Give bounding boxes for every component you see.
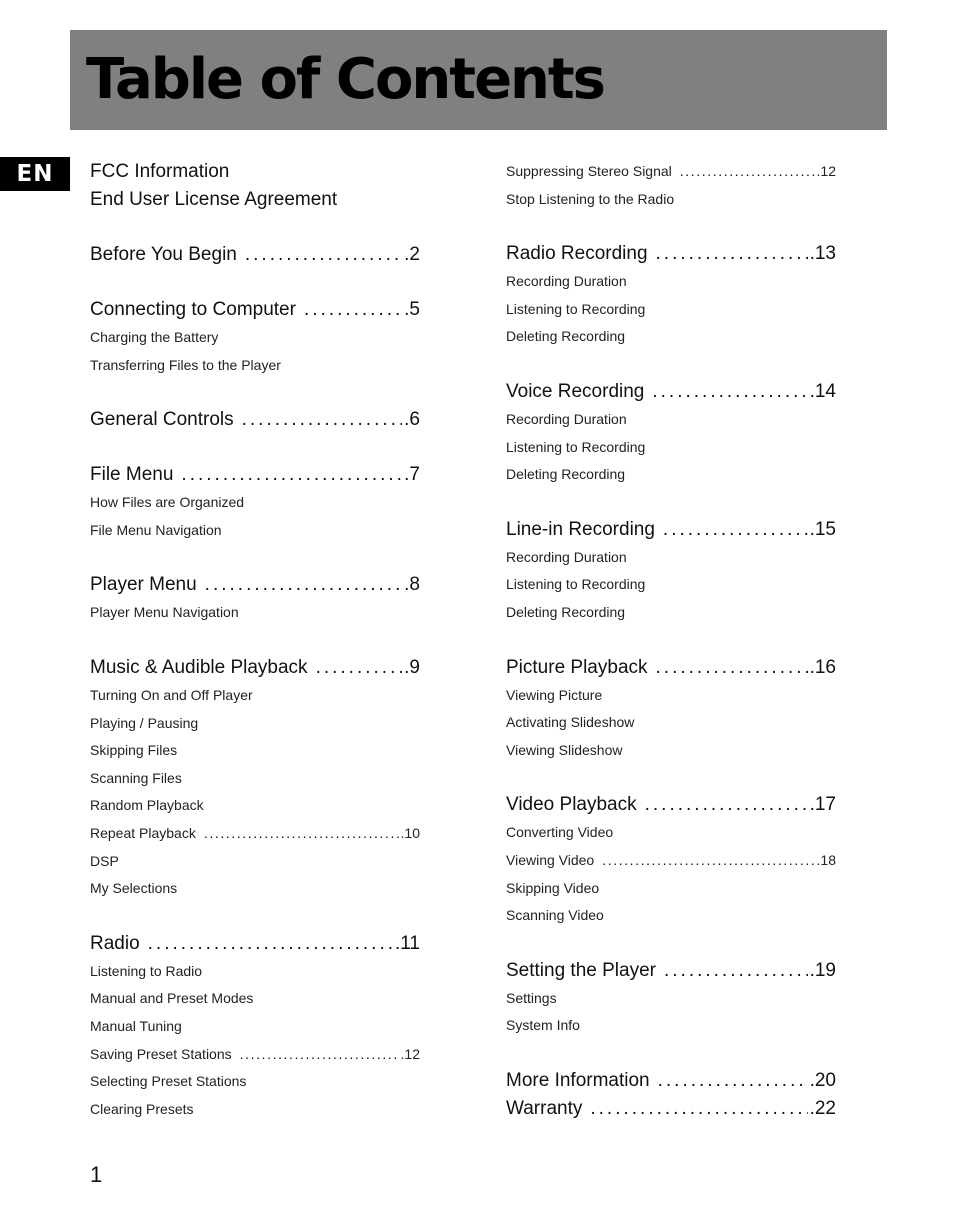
toc-entry-warranty[interactable]: Warranty ..... .22 xyxy=(506,1095,836,1123)
toc-subentry[interactable]: My Selections xyxy=(90,880,178,897)
leader-dots xyxy=(658,1067,808,1095)
page-title: Table of Contents xyxy=(86,47,605,112)
toc-page-number: .18 xyxy=(816,851,836,868)
leader-dots xyxy=(181,461,402,489)
toc-entry-eula[interactable]: End User License Agreement xyxy=(90,189,338,210)
leader-dots xyxy=(240,1041,399,1069)
toc-entry-connecting[interactable]: Connecting to Computer ..... .5 xyxy=(90,296,420,324)
leader-dots xyxy=(204,820,399,848)
toc-page-number: .9 xyxy=(404,656,420,678)
leader-dots xyxy=(663,516,808,544)
leader-dots xyxy=(205,571,402,599)
toc-entry-general-controls[interactable]: General Controls ..... .6 xyxy=(90,406,420,434)
toc-subentry[interactable]: Playing / Pausing xyxy=(90,714,199,731)
leader-dots xyxy=(652,378,807,406)
toc-subentry[interactable]: Converting Video xyxy=(506,824,614,841)
toc-page-number: .17 xyxy=(809,794,836,816)
toc-subentry[interactable]: DSP xyxy=(90,852,119,869)
toc-entry-setting-the-player[interactable]: Setting the Player ..... .19 xyxy=(506,957,836,985)
toc-entry-music-playback[interactable]: Music & Audible Playback ..... .9 xyxy=(90,654,420,682)
title-band xyxy=(70,30,887,130)
toc-page-number: .7 xyxy=(404,464,420,486)
toc-page-number: .11 xyxy=(394,932,420,954)
toc-subentry[interactable]: Deleting Recording xyxy=(506,603,626,620)
toc-subentry[interactable]: Recording Duration xyxy=(506,410,627,427)
toc-page-number: .15 xyxy=(809,518,836,540)
toc-subentry[interactable]: Transferring Files to the Player xyxy=(90,356,281,373)
toc-subentry[interactable]: Deleting Recording xyxy=(506,466,626,483)
toc-entry-picture-playback[interactable]: Picture Playback ..... .16 xyxy=(506,654,836,682)
toc-subentry[interactable]: System Info xyxy=(506,1017,580,1034)
toc-subentry[interactable]: Selecting Preset Stations xyxy=(90,1073,247,1090)
leader-dots xyxy=(664,957,808,985)
toc-subentry-suppressing-stereo[interactable]: Suppressing Stereo Signal ..... .12 xyxy=(506,158,836,186)
leader-dots xyxy=(304,296,402,324)
toc-subentry[interactable]: Recording Duration xyxy=(506,273,627,290)
toc-page-number: .13 xyxy=(809,243,836,265)
toc-subentry[interactable]: Listening to Recording xyxy=(506,438,646,455)
toc-subentry[interactable]: Manual and Preset Modes xyxy=(90,990,254,1007)
toc-page-number: .22 xyxy=(809,1097,836,1119)
toc-page-number: .20 xyxy=(809,1069,836,1091)
toc-subentry[interactable]: File Menu Navigation xyxy=(90,521,222,538)
leader-dots xyxy=(242,406,403,434)
toc-entry-fcc[interactable]: FCC Information xyxy=(90,161,230,182)
toc-page-number: .6 xyxy=(404,409,420,431)
leader-dots xyxy=(656,240,808,268)
toc-subentry[interactable]: Settings xyxy=(506,989,557,1006)
toc-subentry[interactable]: Scanning Video xyxy=(506,907,604,924)
toc-page-number: .2 xyxy=(404,244,420,265)
toc-column-left xyxy=(90,158,420,1123)
toc-subentry[interactable]: Listening to Radio xyxy=(90,962,203,979)
toc-subentry[interactable]: Charging the Battery xyxy=(90,329,219,345)
leader-dots xyxy=(148,930,393,958)
toc-subentry[interactable]: Recording Duration xyxy=(506,548,627,565)
toc-subentry[interactable]: How Files are Organized xyxy=(90,494,245,511)
toc-entry-line-in-recording[interactable]: Line-in Recording ..... .15 xyxy=(506,516,836,544)
toc-page-number: .10 xyxy=(400,824,420,841)
leader-dots xyxy=(245,241,402,269)
toc-entry-player-menu[interactable]: Player Menu ..... .8 xyxy=(90,571,420,599)
toc-subentry[interactable]: Viewing Picture xyxy=(506,686,603,703)
toc-page-number: .8 xyxy=(404,574,420,596)
toc-subentry[interactable]: Listening to Recording xyxy=(506,300,646,317)
leader-dots xyxy=(656,654,808,682)
toc-page-number: .14 xyxy=(809,380,836,402)
toc-page-number: .12 xyxy=(816,163,836,179)
toc-entry-radio-recording[interactable]: Radio Recording ..... .13 xyxy=(506,240,836,268)
toc-entry-before-you-begin[interactable]: Before You Begin ..... .2 xyxy=(90,241,420,269)
toc-subentry[interactable]: Listening to Recording xyxy=(506,576,646,593)
leader-dots xyxy=(316,654,403,682)
toc-subentry[interactable]: Random Playback xyxy=(90,797,204,814)
toc-entry-file-menu[interactable]: File Menu ..... .7 xyxy=(90,461,420,489)
leader-dots xyxy=(680,158,815,186)
toc-subentry[interactable]: Deleting Recording xyxy=(506,328,626,345)
toc-entry-more-information[interactable]: More Information ..... .20 xyxy=(506,1067,836,1095)
toc-subentry[interactable]: Manual Tuning xyxy=(90,1017,182,1034)
toc-subentry-repeat-playback[interactable]: Repeat Playback ..... .10 xyxy=(90,820,420,848)
toc-subentry-saving-preset[interactable]: Saving Preset Stations ..... .12 xyxy=(90,1041,420,1069)
toc-subentry[interactable]: Activating Slideshow xyxy=(506,714,635,731)
toc-subentry[interactable]: Skipping Files xyxy=(90,742,178,759)
toc-entry-video-playback[interactable]: Video Playback ..... .17 xyxy=(506,791,836,819)
toc-subentry-viewing-video[interactable]: Viewing Video ..... .18 xyxy=(506,847,836,875)
page-number: 1 xyxy=(90,1162,103,1187)
toc-subentry[interactable]: Scanning Files xyxy=(90,769,182,786)
toc-subentry[interactable]: Skipping Video xyxy=(506,879,600,896)
toc-subentry[interactable]: Clearing Presets xyxy=(90,1100,194,1117)
toc-page-number: .16 xyxy=(809,656,836,678)
toc-column-right xyxy=(506,158,836,1123)
toc-subentry[interactable]: Viewing Slideshow xyxy=(506,741,623,758)
toc-page-number: .19 xyxy=(809,959,836,981)
toc-subentry[interactable]: Player Menu Navigation xyxy=(90,604,239,621)
toc-page-number: .5 xyxy=(404,299,420,320)
leader-dots xyxy=(645,791,808,819)
toc-entry-voice-recording[interactable]: Voice Recording ..... .14 xyxy=(506,378,836,406)
toc-entry-radio[interactable]: Radio ..... .11 xyxy=(90,930,420,958)
language-tab: EN xyxy=(0,157,70,191)
toc-subentry[interactable]: Stop Listening to the Radio xyxy=(506,190,675,207)
leader-dots xyxy=(602,847,814,875)
leader-dots xyxy=(590,1095,807,1123)
toc-subentry[interactable]: Turning On and Off Player xyxy=(90,686,253,703)
toc-page-number: .12 xyxy=(400,1045,420,1062)
